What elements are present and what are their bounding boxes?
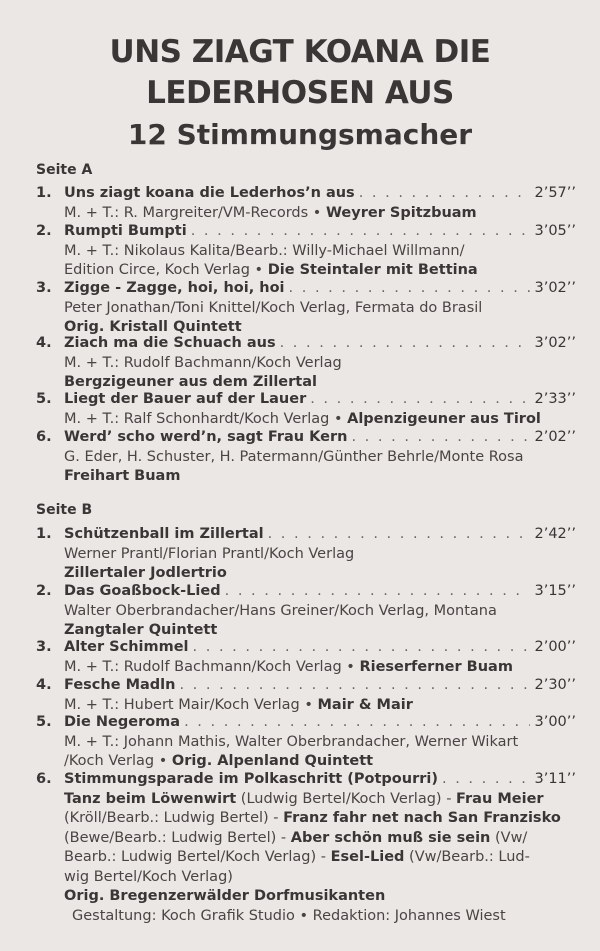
title-line-1: UNS ZIAGT KOANA DIE (109, 34, 491, 70)
track-title: Schützenball im Zillertal (64, 526, 264, 542)
track-duration: 2’30’’ (534, 677, 576, 693)
track-number: 1. (36, 526, 52, 542)
track-number: 3. (36, 280, 52, 296)
medley-credit: (Vw/ (490, 829, 528, 846)
track-b1 (36, 525, 576, 584)
track-duration: 2’42’’ (534, 526, 576, 542)
leader-dots (351, 428, 530, 448)
track-title: Liegt der Bauer auf der Lauer (64, 391, 307, 407)
track-a4 (36, 334, 576, 393)
track-title: Rumpti Bumpti (64, 223, 187, 239)
track-a3 (36, 279, 576, 338)
separator: • (312, 204, 322, 221)
title-line-2: LEDERHOSEN AUS (146, 75, 454, 111)
track-title: Uns ziagt koana die Lederhos’n aus (64, 185, 355, 201)
track-duration: 2’00’’ (534, 639, 576, 655)
track-artist: Bergzigeuner aus dem Zillertal (64, 374, 317, 390)
medley-credit: (Bewe/Bearb.: Ludwig Bertel) - (64, 829, 291, 846)
track-artist: Zangtaler Quintett (64, 622, 218, 638)
track-artist: Orig. Kristall Quintett (64, 319, 242, 335)
track-a2 (36, 222, 576, 281)
side-b-label: Seite B (36, 502, 93, 518)
leader-dots (191, 222, 531, 242)
track-artist: Rieserferner Buam (359, 658, 513, 675)
medley-song: Franz fahr net nach San Franzisko (283, 810, 561, 826)
track-a5 (36, 390, 576, 429)
medley-credit: wig Bertel/Koch Verlag) (64, 868, 233, 885)
track-artist: Zillertaler Jodlertrio (64, 565, 227, 581)
track-credit: M. + T.: Rudolf Bachmann/Koch Verlag (64, 354, 342, 371)
track-title: Fesche Madln (64, 677, 176, 693)
track-duration: 3’00’’ (534, 714, 576, 730)
track-number: 2. (36, 583, 52, 599)
separator: • (158, 753, 168, 769)
leader-dots (280, 334, 531, 354)
track-credit: M. + T.: Nikolaus Kalita/Bearb.: Willy-Michael Willmann/ (64, 242, 465, 259)
track-credit: M. + T.: Hubert Mair/Koch Verlag (64, 696, 300, 713)
track-artist: Freihart Buam (64, 468, 181, 484)
track-number: 4. (36, 677, 52, 693)
track-b3 (36, 638, 576, 677)
medley-credit: (Ludwig Bertel/Koch Verlag) - (236, 790, 457, 807)
leader-dots (268, 525, 531, 545)
track-credit: Walter Oberbrandacher/Hans Greiner/Koch Verlag, Montana (64, 602, 497, 619)
track-number: 6. (36, 771, 52, 787)
track-artist: Weyrer Spitzbuam (325, 204, 477, 221)
track-number: 4. (36, 335, 52, 351)
track-b6 (36, 770, 576, 907)
track-duration: 3’05’’ (534, 223, 576, 239)
track-credit-cont: /Koch Verlag (64, 753, 155, 769)
track-b5 (36, 713, 576, 772)
separator: • (304, 696, 313, 713)
track-title: Ziach ma die Schuach aus (64, 335, 276, 351)
leader-dots (225, 582, 531, 602)
separator: • (254, 262, 264, 278)
track-a1 (36, 184, 576, 223)
track-number: 6. (36, 429, 52, 445)
medley-song: Esel-Lied (330, 849, 405, 865)
track-b2 (36, 582, 576, 641)
track-duration: 3’02’’ (534, 280, 576, 296)
track-duration: 3’11’’ (534, 771, 576, 787)
medley-credit: (Kröll/Bearb.: Ludwig Bertel) - (64, 810, 284, 826)
track-title: Alter Schimmel (64, 639, 189, 655)
track-artist: Mair & Mair (317, 696, 413, 713)
medley-credit: Bearb.: Ludwig Bertel/Koch Verlag) - (64, 849, 331, 865)
track-number: 3. (36, 639, 52, 655)
track-duration: 2’02’’ (534, 429, 576, 445)
track-credit: M. + T.: Ralf Schonhardt/Koch Verlag (64, 410, 330, 427)
track-credit: M. + T.: Rudolf Bachmann/Koch Verlag (64, 658, 342, 675)
track-duration: 3’15’’ (534, 583, 576, 599)
track-number: 2. (36, 223, 52, 239)
track-credit: Werner Prantl/Florian Prantl/Koch Verlag (64, 545, 355, 562)
track-title: Die Negeroma (64, 714, 181, 730)
separator: • (346, 658, 355, 675)
track-number: 1. (36, 185, 52, 201)
track-title: Zigge - Zagge, hoi, hoi, hoi (64, 280, 285, 296)
leader-dots (179, 676, 530, 696)
leader-dots (359, 184, 531, 204)
track-title: Werd’ scho werd’n, sagt Frau Kern (64, 429, 348, 445)
track-duration: 2’57’’ (534, 185, 576, 201)
side-a-label: Seite A (36, 162, 93, 178)
medley-song: Frau Meier (456, 790, 544, 807)
track-credit: Peter Jonathan/Toni Knittel/Koch Verlag, Fermata do Brasil (64, 299, 483, 316)
credits-footer: Gestaltung: Koch Grafik Studio • Redaktion: Johannes Wiest (72, 908, 506, 924)
leader-dots (184, 713, 530, 733)
medley-song: Aber schön muß sie sein (290, 829, 491, 846)
track-number: 5. (36, 391, 52, 407)
leader-dots (193, 638, 531, 658)
track-a6 (36, 428, 576, 487)
track-b4 (36, 676, 576, 715)
medley-credit: (Vw/Bearb.: Lud- (404, 849, 530, 865)
leader-dots (289, 279, 531, 299)
leader-dots (310, 390, 530, 410)
track-artist: Orig. Bregenzerwälder Dorfmusikanten (64, 888, 386, 904)
track-credit: G. Eder, H. Schuster, H. Patermann/Günther Behrle/Monte Rosa (64, 448, 524, 465)
track-number: 5. (36, 714, 52, 730)
leader-dots (442, 770, 531, 790)
subtitle: 12 Stimmungsmacher (127, 118, 473, 151)
track-artist: Orig. Alpenland Quintett (171, 753, 374, 769)
separator: • (333, 410, 343, 427)
track-title: Das Goaßbock-Lied (64, 583, 221, 599)
track-artist: Alpenzigeuner aus Tirol (347, 410, 541, 427)
track-artist: Die Steintaler mit Bettina (267, 262, 478, 278)
track-duration: 3’02’’ (534, 335, 576, 351)
track-credit-cont: Edition Circe, Koch Verlag (64, 262, 250, 278)
track-duration: 2’33’’ (534, 391, 576, 407)
track-title: Stimmungsparade im Polkaschritt (Potpourri) (64, 771, 438, 787)
track-credit: M. + T.: R. Margreiter/VM-Records (64, 204, 309, 221)
track-credit: M. + T.: Johann Mathis, Walter Oberbrandacher, Werner Wikart (64, 733, 519, 750)
medley-song: Tanz beim Löwenwirt (64, 790, 237, 807)
